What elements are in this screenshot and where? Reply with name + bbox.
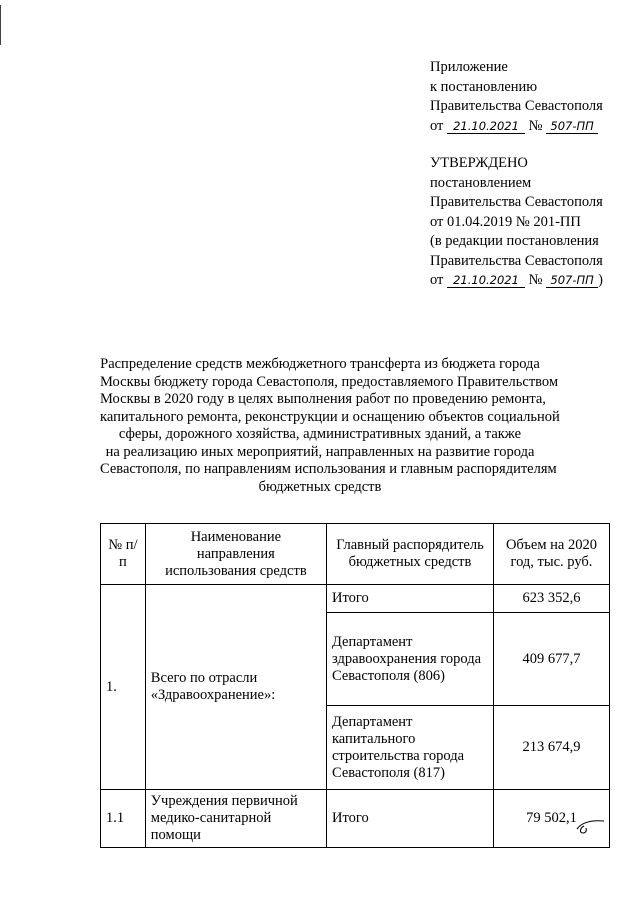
row-direction: Учреждения первичной медико-санитарной помощи: [145, 790, 326, 848]
title-line: Распределение средств межбюджетного трансферта из бюджета города: [100, 356, 540, 372]
header-manager: Главный распорядитель бюджетных средств: [326, 524, 493, 585]
distribution-table: [100, 523, 610, 848]
header-volume: Объем на 2020 год, тыс. руб.: [493, 524, 609, 585]
row-volume: 79 502,1: [493, 790, 609, 848]
approved-line-5: (в редакции постановления: [430, 233, 599, 249]
appendix-line-3: Правительства Севастополя: [430, 98, 603, 114]
approved-close: ): [598, 272, 603, 288]
appendix-date-line: [430, 117, 635, 137]
row-num: 1.: [101, 585, 146, 790]
title-line: сферы, дорожного хозяйства, административных зданий, а также: [118, 426, 522, 442]
approved-line-1: УТВЕРЖДЕНО: [430, 155, 528, 171]
title-line: бюджетных средств: [258, 478, 382, 495]
title-line: Москвы бюджету города Севастополя, предоставляемого Правительством: [100, 373, 559, 390]
row-volume: 409 677,7: [493, 613, 609, 706]
approved-from: от: [430, 272, 444, 288]
row-direction: Всего по отрасли «Здравоохранение»:: [145, 585, 326, 790]
approved-no: №: [528, 272, 543, 288]
row-manager: Департамент капитального строительства города Севастополя (817): [326, 706, 493, 790]
approved-line-2: постановлением: [430, 174, 532, 191]
title-line: Москвы в 2020 году в целях выполнения работ по проведению ремонта,: [100, 391, 546, 407]
table-row: [101, 585, 610, 613]
appendix-line-1: Приложение: [430, 59, 508, 75]
row-manager: Итого: [326, 585, 493, 613]
handwritten-initials: [574, 816, 608, 836]
approved-number: 507-ПП: [546, 273, 598, 288]
row-num: 1.1: [101, 790, 146, 848]
row-manager: Итого: [326, 790, 493, 848]
approved-date-line: [430, 271, 635, 291]
header-direction: Наименование направления использования средств: [145, 524, 326, 585]
appendix-from: от: [430, 117, 444, 134]
title-line: на реализацию иных мероприятий, направленных на развитие города: [105, 443, 535, 460]
header-block: [430, 58, 635, 291]
document-title: [100, 356, 560, 496]
appendix-line-2: к постановлению: [430, 78, 538, 95]
title-line: капитального ремонта, реконструкции и оснащению объектов социальной: [100, 408, 560, 425]
approved-line-3: Правительства Севастополя: [430, 194, 603, 210]
approved-line-6: Правительства Севастополя: [430, 252, 603, 269]
title-line: Севастополя, по направлениям использования и главным распорядителям: [100, 461, 557, 477]
row-volume: 623 352,6: [493, 585, 609, 613]
table-row: [101, 790, 610, 848]
appendix-date: 21.10.2021: [447, 119, 525, 134]
page-edge-mark: [0, 5, 1, 45]
header-num: № п/п: [101, 524, 146, 585]
appendix-no: №: [528, 117, 543, 134]
row-manager: Департамент здравоохранения города Севастополя (806): [326, 613, 493, 706]
table-header-row: [101, 524, 610, 585]
row-volume: 213 674,9: [493, 706, 609, 790]
appendix-number: 507-ПП: [546, 119, 598, 134]
approved-date: 21.10.2021: [447, 273, 525, 288]
approved-line-4: от 01.04.2019 № 201-ПП: [430, 213, 581, 230]
